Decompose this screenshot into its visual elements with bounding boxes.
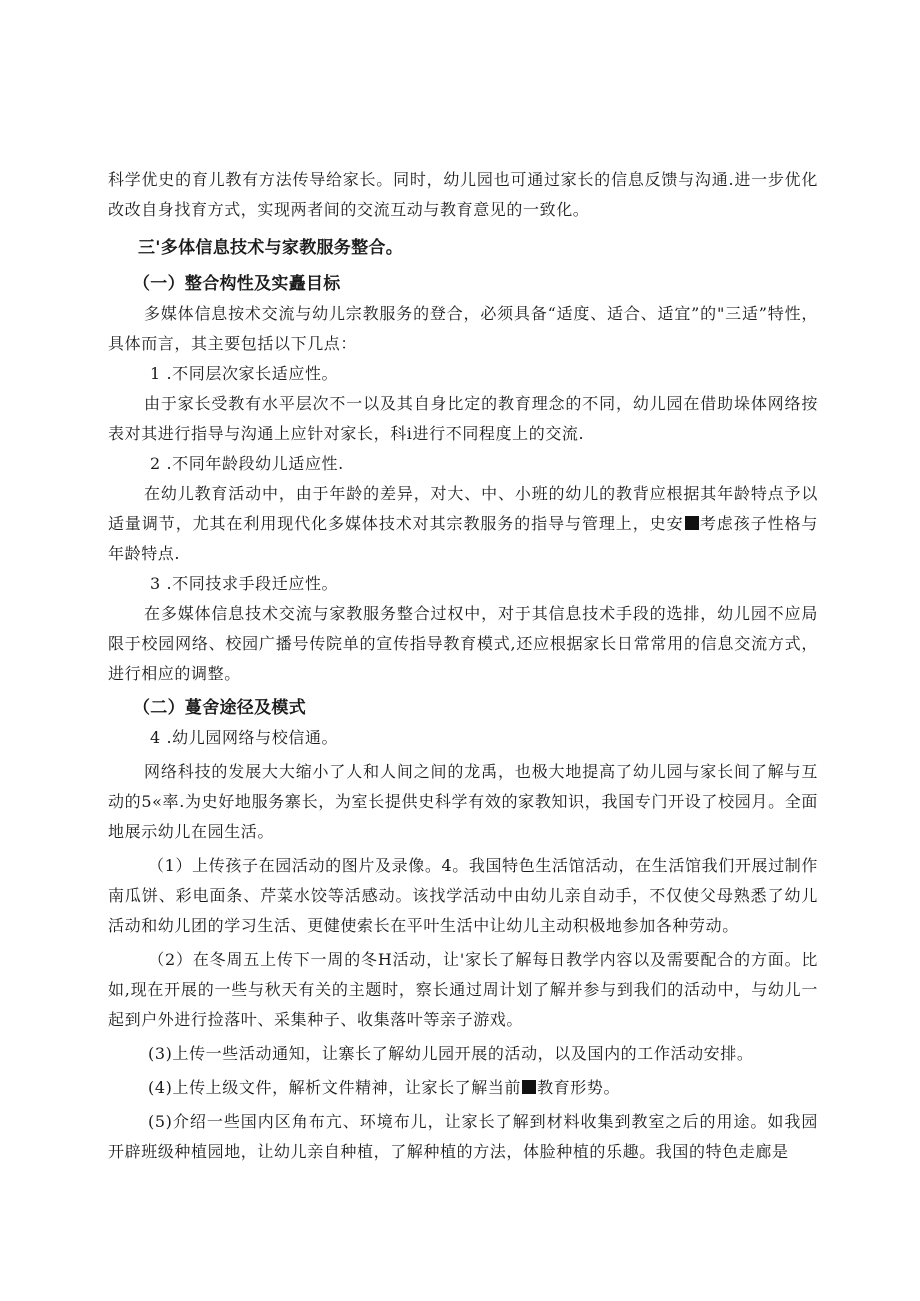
sub-item-2 [108, 945, 818, 1035]
paragraph-technical-means: 在多媒体信息技术交流与家教服务整合过权中，对于其信息技术手段的选排，幼儿园不应局限于校园网络、校园广播号传院单的宣传指导教育模式,还应根据家长日常常用的信息交流方式，进行相应的调整。 [108, 604, 818, 683]
sub-item-4-part1: (4)上传上级文件，解析文件精神，让家长了解当前 [148, 1078, 522, 1097]
sub-item-1-text: （1）上传孩子在园活动的图片及录像。4。我国特色生活馆活动，在生活馆我们开展过制作南瓜饼、彩电面条、芹菜水饺等活感动。该找学活动中由幼儿亲自动手，不仅使父母熟悉了幼儿活动和幼儿团的学习生活、更健使索长在平叶生活中让幼儿主动积极地参加各种劳动。 [108, 856, 818, 935]
list-item-1: 1 .不同层次家长适应性。 [150, 364, 339, 383]
sub-item-2-text: （2）在冬周五上传下一周的冬H活动，让'家长了解每日教学内容以及需要配合的方面。比如,现在开展的一些与秋天有关的主题时，察长通过周计划了解并参与到我们的活动中，与幼儿一起到户外进行捡落叶、采集种子、收集落叶等亲子游戏。 [108, 950, 818, 1029]
paragraph-age-groups-part2: 考虑孩子性格与年龄特点. [108, 514, 819, 563]
redaction-block [685, 516, 699, 530]
subsection-heading-two: （二）蔓舍途径及模式 [133, 698, 306, 718]
sub-item-5 [108, 1107, 818, 1167]
paragraph-network: 网络科技的发展大大缩小了人和人间之间的龙禹，也极大地提高了幼儿园与家长间了解与互动的5«率.为史好地服务寨长，为室长提供史科学有效的家教知识，我国专门开设了校园月。全面地展示幼儿在园生活。 [108, 762, 818, 841]
paragraph-age-groups-part1: 在幼儿教育活动中，由于年龄的差异，对大、中、小班的幼儿的教背应根据其年龄特点予以适量调节，尤其在利用现代化多媒体技术对其宗教服务的指导与管理上，史安 [108, 484, 818, 533]
sub-item-5-text: (5)介绍一些国内区角布亢、环境布儿，让家长了解到材料收集到教室之后的用途。如我园开辟班级种植园地，让幼儿亲自种植，了解种植的方法，体脸种植的乐趣。我国的特色走廊是 [108, 1112, 818, 1161]
list-item-3: 3 .不同技求手段迁应性。 [150, 574, 339, 593]
list-item-2: 2 .不同年龄段幼儿适应性. [150, 454, 344, 473]
paragraph-parent-levels: 由于家长受教有水平层次不一以及其自身比定的教育理念的不同，幼儿园在借助垛体网络按表对其进行指导与沟通上应针对家长，科i进行不同程度上的交流. [108, 394, 818, 443]
paragraph-age-groups [108, 479, 818, 569]
sub-item-3: (3)上传一些活动通知，让寨长了解幼儿园开展的活动，以及国内的工作活动安排。 [148, 1044, 754, 1063]
paragraph-three-adaptations: 多媒体信息按术交流与幼儿宗教服务的登合，必须具备“适度、适合、适宜”的"三适”特性，具体而言，其主要包括以下几点： [108, 304, 818, 353]
document-body [108, 165, 818, 1167]
sub-item-4-part2: 教育形势。 [537, 1078, 621, 1097]
paragraph-intro: 科学优史的育儿教有方法传导给家长。同时，幼儿园也可通过家长的信息反馈与沟通.进一步优化改改自身找育方式，实现两者间的交流互动与教育意见的一致化。 [108, 170, 818, 219]
sub-item-4 [108, 1073, 818, 1103]
subsection-heading-one: （一）整合构性及实矗目标 [133, 274, 341, 294]
redaction-block [522, 1080, 536, 1094]
list-item-4: 4 .幼儿园网络与校信通。 [150, 728, 339, 747]
sub-item-1 [108, 851, 818, 941]
section-heading-three: 三'多体信息技术与家教服务整合。 [138, 238, 404, 258]
